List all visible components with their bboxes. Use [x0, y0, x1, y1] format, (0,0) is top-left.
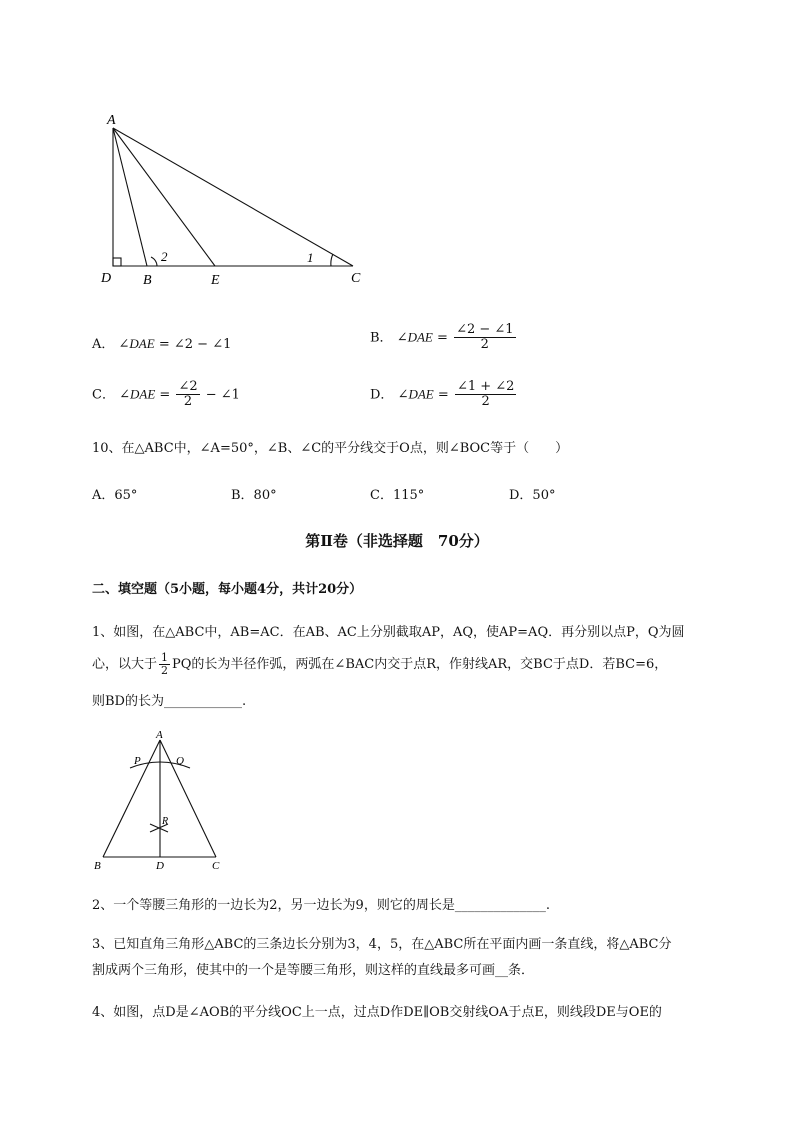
part-2-heading: 二、填空题（5小题，每小题4分，共计20分） — [92, 582, 363, 597]
fill-q3-line2: 割成两个三角形，使其中的一个是等腰三角形，则这样的直线最多可画__条． — [92, 963, 535, 978]
label-Q: Q — [176, 755, 184, 767]
option-b-eq: = — [437, 330, 448, 346]
label-P: P — [134, 755, 141, 767]
option-b[interactable] — [370, 323, 518, 353]
fill-q1-frac-den: 2 — [161, 664, 169, 678]
fill-q1-line2 — [92, 652, 667, 677]
option-c-letter: C． — [92, 387, 115, 403]
label-A: A — [107, 113, 116, 128]
option-c[interactable] — [92, 380, 240, 410]
option-d-numerator: ∠1 + ∠2 — [456, 379, 515, 394]
option-a-rhs: ∠2 − ∠1 — [173, 337, 232, 352]
label-D: D — [101, 271, 112, 286]
label-C: C — [212, 860, 220, 872]
label-D: D — [156, 860, 164, 872]
question-10: 10、在△ABC中，∠A=50°，∠B、∠C的平分线交于O点，则∠BOC等于（ ） — [92, 441, 569, 456]
fill-q1-fraction — [159, 652, 170, 677]
option-a-letter: A． — [92, 337, 115, 352]
option-b-fraction — [454, 323, 515, 353]
option-d-denominator: 2 — [481, 394, 490, 410]
label-R: R — [162, 816, 169, 827]
option-d-lhs: ∠DAE — [397, 386, 434, 402]
option-c-eq: = — [159, 387, 171, 403]
option-c-numerator: ∠2 — [178, 379, 198, 394]
fill-q1-frac-num: 1 — [161, 651, 169, 664]
q10-option-c[interactable]: C．115° — [370, 488, 425, 503]
fill-q3-line1: 3、已知直角三角形△ABC的三条边长分别为3，4，5，在△ABC所在平面内画一条直线，将△ABC分 — [92, 937, 672, 952]
fill-q2: 2、一个等腰三角形的一边长为2，另一边长为9，则它的周长是______________. — [92, 898, 550, 913]
option-a-lhs: ∠DAE — [118, 336, 155, 351]
q10-option-a[interactable]: A．65° — [92, 488, 138, 503]
option-a-eq: = — [158, 337, 170, 352]
fill-q1-line2-post: PQ的长为半径作弧，两弧在∠BAC内交于点R，作射线AR，交BC于点D．若BC=6， — [172, 657, 668, 673]
option-d-letter: D． — [370, 387, 394, 403]
fill-q4: 4、如图，点D是∠AOB的平分线OC上一点，过点D作DE∥OB交射线OA于点E，则线段DE与OE的 — [92, 1005, 662, 1020]
option-b-letter: B． — [370, 330, 393, 346]
figure-triangle-ade-c — [95, 110, 385, 290]
fill-q1-line1: 1、如图，在△ABC中，AB=AC．在AB、AC上分别截取AP，AQ，使AP=AQ．再分别以点P，Q为圆 — [92, 625, 685, 640]
figure-isosceles-construction — [90, 728, 230, 873]
label-A: A — [156, 729, 163, 741]
label-angle-1: 1 — [307, 250, 314, 265]
option-d-eq: = — [437, 387, 449, 403]
option-b-lhs: ∠DAE — [396, 329, 433, 345]
option-a[interactable] — [92, 333, 231, 352]
option-b-numerator: ∠2 − ∠1 — [456, 322, 514, 337]
option-c-denominator: 2 — [183, 394, 193, 410]
label-E: E — [211, 273, 220, 288]
q10-option-d[interactable]: D．50° — [509, 488, 556, 503]
label-C: C — [351, 271, 361, 286]
option-b-denominator: 2 — [480, 337, 489, 353]
option-d[interactable] — [370, 380, 518, 410]
q10-option-b[interactable]: B．80° — [231, 488, 277, 503]
fill-q1-line2-pre: 心，以大于 — [92, 657, 158, 673]
section-2-title: 第Ⅱ卷（非选择题 70分） — [305, 532, 489, 550]
label-B: B — [94, 860, 101, 872]
option-c-tail: − ∠1 — [205, 387, 240, 403]
label-B: B — [143, 273, 152, 288]
option-c-fraction — [176, 380, 199, 410]
label-angle-2: 2 — [161, 249, 168, 264]
option-d-fraction — [455, 380, 516, 410]
option-c-lhs: ∠DAE — [119, 386, 156, 402]
fill-q1-line3: 则BD的长为____________. — [92, 694, 247, 709]
